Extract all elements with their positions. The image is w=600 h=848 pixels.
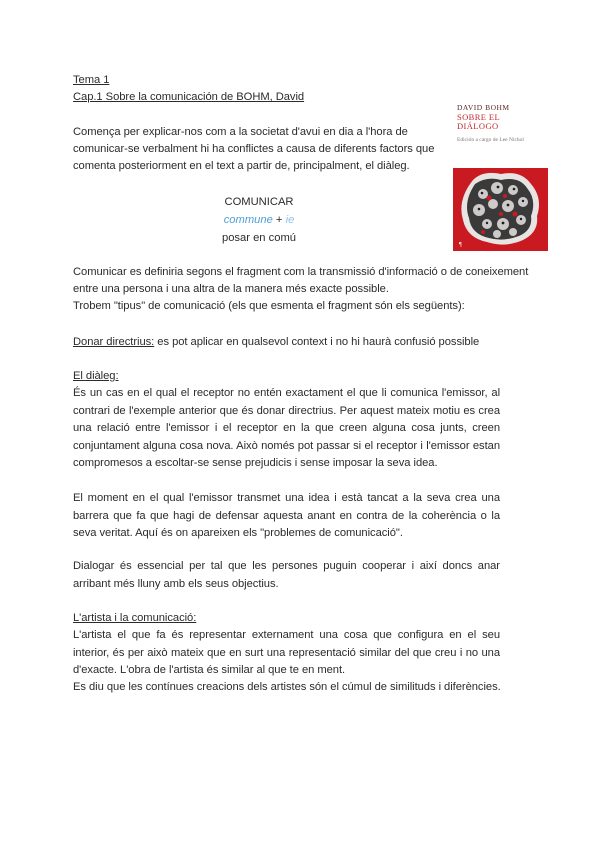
artista-paragraph-2: Es diu que les contínues creacions dels artistes són el cúmul de similituds i diferències. xyxy=(73,681,501,693)
definition-line-3: Trobem "tipus" de comunicació (els que esmenta el fragment són els següents): xyxy=(73,300,465,312)
book-cover-subtitle: Edición a cargo de Lee Nichol xyxy=(457,137,524,143)
book-cover-header xyxy=(453,95,548,168)
definition-line-2: entre una persona i una altra de la manera més exacte possible. xyxy=(73,283,389,295)
etymology-word: COMUNICAR xyxy=(224,196,294,208)
intro-line-1: Comença per explicar-nos com a la societat d'avui en dia a l'hora de xyxy=(73,126,408,138)
dialeg-paragraph-3: Dialogar és essencial per tal que les persones puguin cooperar i així doncs anar arribant més lluny amb els seus objectius. xyxy=(73,560,500,590)
svg-text:¶: ¶ xyxy=(459,242,462,248)
dialeg-heading: El diàleg: xyxy=(73,370,119,382)
topic-heading: Tema 1 xyxy=(73,74,110,86)
chapter-heading: Cap.1 Sobre la comunicación de BOHM, David xyxy=(73,91,305,103)
directrius-paragraph xyxy=(73,334,479,352)
artista-paragraph-1: L'artista el que fa és representar externament una cosa que configura en el seu interior, és per això mateix que en surt una representació similar del que creu i no una d'exacte. L'obra de l'artista és similar al que te en ment. xyxy=(73,629,500,676)
book-cover-image xyxy=(453,95,548,251)
artista-heading: L'artista i la comunicació: xyxy=(73,612,197,624)
dialeg-paragraph-1: És un cas en el qual el receptor no entén exactament el que li comunica l'emissor, al contrari de l'exemple anterior que és donar directrius. Per aquest mateix motiu es crea una relació entre l'emissor i el receptor en la que creen alguna cosa junts, creen conjuntament alguna cosa nova. Això només pot passar si el receptor i l'emissor estan compromesos a escoltar-se sense prejudicis i sense imposar la seva idea. xyxy=(73,387,500,469)
book-cover-author: DAVID BOHM xyxy=(457,103,510,112)
directrius-heading: Donar directrius: xyxy=(73,336,155,348)
etymology-roots xyxy=(73,211,445,229)
faces-collage-illustration xyxy=(453,168,548,251)
book-cover-artwork xyxy=(453,168,548,251)
book-cover-title-line-1: SOBRE EL xyxy=(457,112,501,122)
directrius-text: es pot aplicar en qualsevol context i no hi haurà confusió possible xyxy=(154,336,480,348)
book-cover-title-line-2: DIÁLOGO xyxy=(457,121,499,131)
book-cover-title xyxy=(457,113,500,131)
dialeg-paragraph-2: El moment en el qual l'emissor transmet una idea i està tancat a la seva crea una barrera que fa que hagi de defensar aquesta anant en contra de la coherència o la seva veritat. Aquí és on apareixen els "problemes de comunicació". xyxy=(73,492,500,539)
intro-line-3: comenta posteriorment en el text a partir de, principalment, el diàleg. xyxy=(73,160,410,172)
etymology-plus: + xyxy=(272,214,286,226)
etymology-meaning: posar en comú xyxy=(221,232,296,244)
intro-line-2: comunicar-se verbalment hi ha conflictes a causa de diferents factors que xyxy=(73,143,435,155)
etymology-root-ie: ie xyxy=(285,214,295,226)
etymology-root-commune: commune xyxy=(223,214,273,226)
definition-line-1: Comunicar es definiria segons el fragment com la transmissió d'informació o de coneixement xyxy=(73,266,529,278)
